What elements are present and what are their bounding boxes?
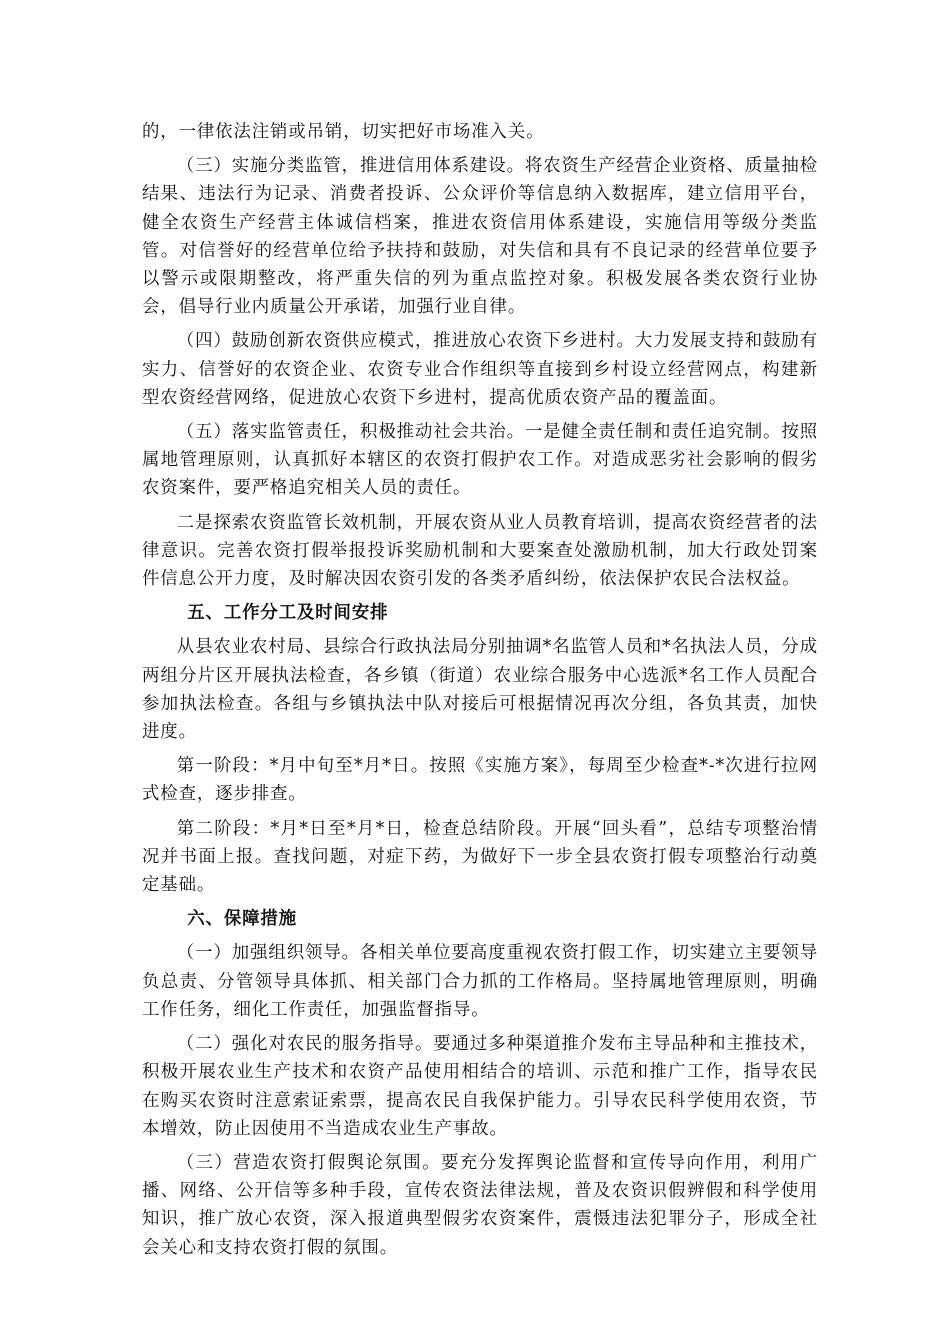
paragraph-credit-system: （三）实施分类监管，推进信用体系建设。将农资生产经营企业资格、质量抽检结果、违法行为记录、消费者投诉、公众评价等信息纳入数据库，建立信用平台，健全农资生产经营主体诚信档案，推进农资信用体系建设，实施信用等级分类监管。对信誉好的经营单位给予扶持和鼓励，对失信和具有不良记录的经营单位要予以警示或限期整改，将严重失信的列为重点监控对象。积极发展各类农资行业协会，倡导行业内质量公开承诺，加强行业自律。 [142,156,818,318]
document-body [142,118,818,1268]
section-heading-six: 六、保障措施 [187,909,297,930]
paragraph-staffing: 从县农业农村局、县综合行政执法局分别抽调*名监管人员和*名执法人员，分成两组分片区开展执法检查，各乡镇（街道）农业综合服务中心选派*名工作人员配合参加执法检查。各组与乡镇执法中队对接后可根据情况再次分组，各负其责，加快进度。 [142,637,818,743]
paragraph-public-opinion: （三）营造农资打假舆论氛围。要充分发挥舆论监督和宣传导向作用，利用广播、网络、公开信等多种手段，宣传农资法律法规，普及农资识假辨假和科学使用知识，推广放心农资，深入报道典型假劣农资案件，震慑违法犯罪分子，形成全社会关心和支持农资打假的氛围。 [142,1152,818,1258]
paragraph-continuation: 的，一律依法注销或吊销，切实把好市场准入关。 [142,122,545,142]
paragraph-farmer-guidance: （二）强化对农民的服务指导。要通过多种渠道推介发布主导品种和主推技术，积极开展农业生产技术和农资产品使用相结合的培训、示范和推广工作，指导农民在购买农资时注意索证索票，提高农民自我保护能力。引导农民科学使用农资，节本增效，防止因使用不当造成农业生产事故。 [142,1034,818,1139]
paragraph-supply-model: （四）鼓励创新农资供应模式，推进放心农资下乡进村。大力发展支持和鼓励有实力、信誉好的农资企业、农资专业合作组织等直接到乡村设立经营网点，构建新型农资经营网络，促进放心农资下乡进村，提高优质农资产品的覆盖面。 [142,331,818,408]
paragraph-phase-one: 第一阶段：*月中旬至*月*日。按照《实施方案》，每周至少检查*-*次进行拉网式检查，逐步排查。 [142,756,818,805]
paragraph-long-term-mechanism: 二是探索农资监管长效机制，开展农资从业人员教育培训，提高农资经营者的法律意识。完善农资打假举报投诉奖励机制和大要案查处激励机制，加大行政处罚案件信息公开力度，及时解决因农资引发的各类矛盾纠纷，依法保护农民合法权益。 [142,512,818,590]
paragraph-supervision-duty: （五）落实监管责任，积极推动社会共治。一是健全责任制和责任追究制。按照属地管理原则，认真抓好本辖区的农资打假护农工作。对造成恶劣社会影响的假劣农资案件，要严格追究相关人员的责任。 [142,422,818,499]
section-heading-five: 五、工作分工及时间安排 [187,603,389,624]
paragraph-phase-two: 第二阶段：*月*日至*月*日，检查总结阶段。开展“回头看”，总结专项整治情况并书面上报。查找问题，对症下药，为做好下一步全县农资打假专项整治行动奠定基础。 [142,818,818,896]
paragraph-leadership: （一）加强组织领导。各相关单位要高度重视农资打假工作，切实建立主要领导负总责、分管领导具体抓、相关部门合力抓的工作格局。坚持属地管理原则，明确工作任务，细化工作责任，加强监督指导。 [142,943,818,1020]
